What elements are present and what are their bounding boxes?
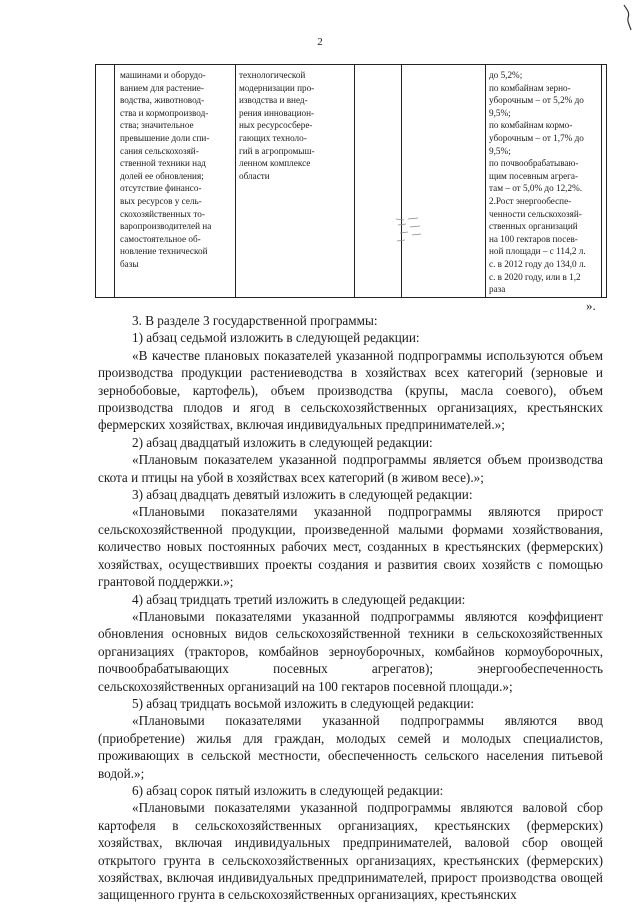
table-cell-goals: технологической модернизации про- изводства и внед- рения инновацион- ных ресурсосбере- гающих техноло- гий в агропромыш- ленном комплексе области [239,70,315,181]
paragraph: 5) абзац тридцать восьмой изложить в следующей редакции: [132,695,474,711]
paragraph: 3) абзац двадцать девятый изложить в следующей редакции: [132,487,473,503]
paragraph: «В качестве плановых показателей указанной подпрограммы используются объем производства продукции растениеводства в хозяйствах всех категорий (зерновые и зернобобовые, картофель), объем производства (крупы, масла соевого), объем производства плодов и ягод в сельскохозяйственных организациях, крестьянских фермерских хозяйствах, включая индивидуальных предпринимателей.»; [98,347,603,433]
paragraph: 1) абзац седьмой изложить в следующей редакции: [132,330,420,346]
page-number: 2 [317,36,323,48]
paragraph: 2) абзац двадцатый изложить в следующей редакции: [132,434,433,450]
table-cell-problems: машинами и оборудо- ванием для растение- водства, животновод- ства и кормопроизвод- ства; значительное превышение доли спи- сания сельскохозяй- ственной техники над долей ее обновления; отсутствие финансо- вых ресурсов у сель- скохозяйственных то- варопроизводителей на самостоятельное об- новление технической базы [120,70,212,269]
amendment-text [98,312,603,904]
scan-mark-icon [618,2,636,32]
paragraph: 6) абзац сорок пятый изложить в следующей редакции: [132,782,444,798]
table-column-divider [401,65,402,297]
closing-quote-mark: ». [586,298,596,313]
paragraph: 4) абзац тридцать третий изложить в следующей редакции: [132,591,466,607]
table-column-divider [114,65,115,297]
table-column-divider [354,65,355,297]
paragraph: 3. В разделе 3 государственной программы: [132,313,378,328]
table-column-divider [235,65,236,297]
table-column-divider [485,65,486,297]
paragraph: «Плановыми показателями указанной подпрограммы являются коэффициент обновления основных видов сельскохозяйственной техники в сельскохозяйственных организациях (тракторов, комбайнов зерноуборочных, комбайнов кормоуборочных, почвообрабатывающих посевных агрегатов); энергообеспеченность сельскохозяйственных организаций на 100 гектаров посевной площади.»; [98,608,603,694]
paragraph: «Плановыми показателями указанной подпрограммы являются ввод (приобретение) жилья для граждан, молодых семей и молодых специалистов, проживающих в сельской местности, обеспеченность сельского населения питьевой водой.»; [98,713,603,781]
program-table [95,64,607,298]
scan-speck-icon [394,215,424,247]
table-cell-indicators: до 5,2%; по комбайнам зерно- уборочным – от 5,2% до 9,5%; по комбайнам кормо- уборочным – от 1,7% до 9,5%; по почвообрабатываю- щим посевным агрега- там – от 5,0% до 12,2%. 2.Рост энергообеспе- ченности сельскохозяй- ственных организаций на 100 гектаров посев- ной площади – с 114,2 л. с. в 2012 году до 134,0 л. с. в 2020 году, или в 1,2 раза [489,70,586,295]
paragraph: «Плановыми показателями указанной подпрограммы являются прирост сельскохозяйственной продукции, произведенной малыми формами хозяйствования, количество новых постоянных рабочих мест, созданных в крестьянских (фермерских) хозяйствах, осуществивших проекты создания и развития своих хозяйств с помощью грантовой поддержки.»; [98,504,603,590]
table-column-divider [601,65,602,297]
paragraph: «Плановыми показателями указанной подпрограммы являются валовой сбор картофеля в сельскохозяйственных организациях, крестьянских (фермерских) хозяйствах, включая индивидуальных предпринимателей, валовой сбор овощей открытого грунта в сельскохозяйственных организациях, крестьянских (фермерских) хозяйствах, включая индивидуальных предпринимателей, прирост производства овощей защищенного грунта в сельскохозяйственных организациях, крестьянских [98,800,603,903]
paragraph: «Плановым показателем указанной подпрограммы является объем производства скота и птицы на убой в хозяйствах всех категорий (в живом весе).»; [98,452,603,485]
